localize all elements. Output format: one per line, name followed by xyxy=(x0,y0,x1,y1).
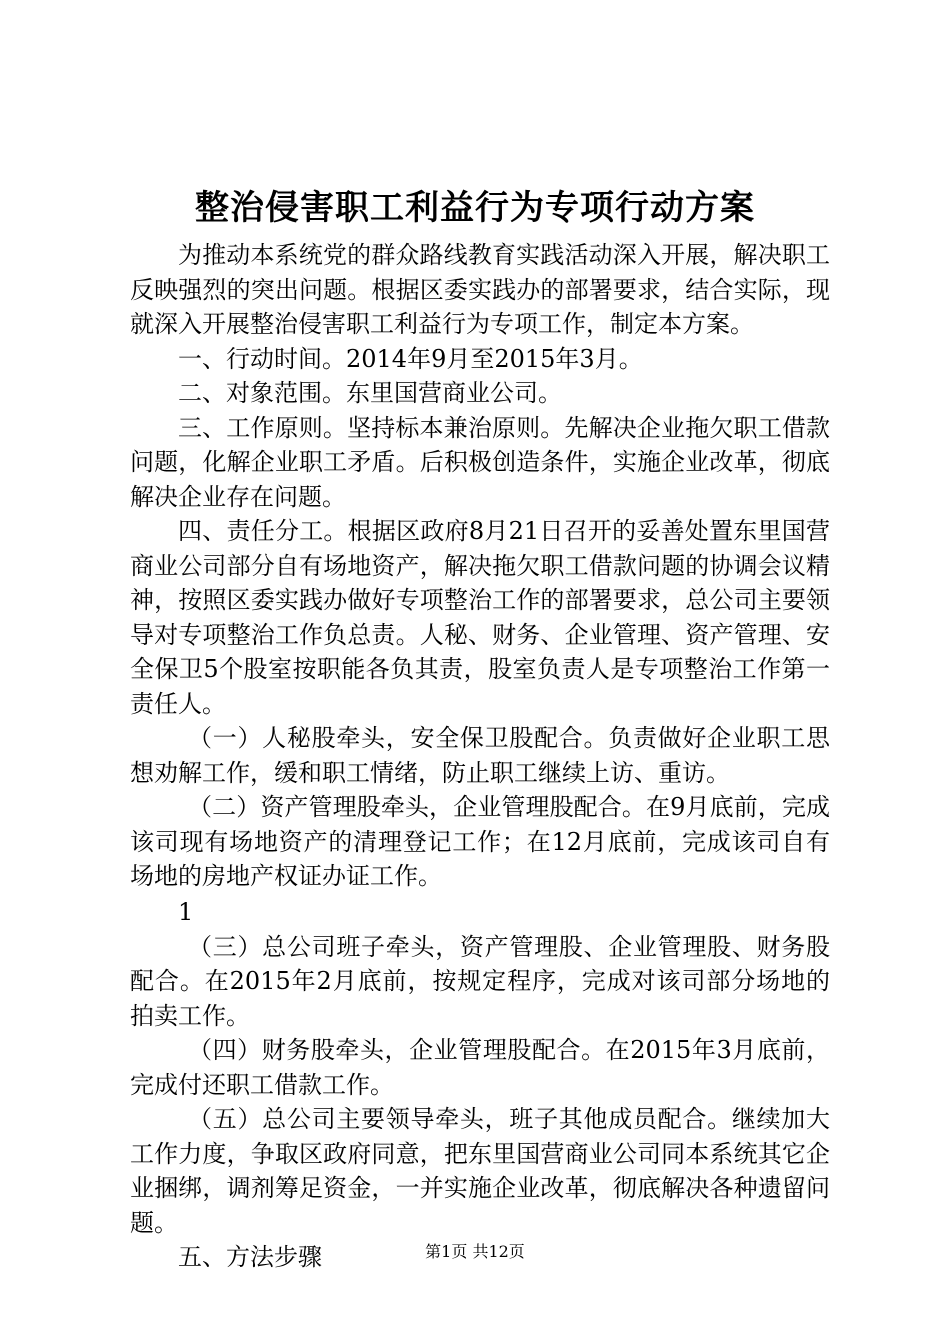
intro-paragraph: 为推动本系统党的群众路线教育实践活动深入开展，解决职工反映强烈的突出问题。根据区委实践办的部署要求，结合实际，现就深入开展整治侵害职工利益行为专项工作，制定本方案。 xyxy=(130,241,830,338)
document-body xyxy=(130,238,830,1275)
subsection-5: （五）总公司主要领导牵头，班子其他成员配合。继续加大工作力度，争取区政府同意，把东里国营商业公司同本系统其它企业捆绑，调剂筹足资金，一并实施企业改革，彻底解决各种遗留问题。 xyxy=(130,1105,830,1237)
section-responsibility: 四、责任分工。根据区政府8月21日召开的妥善处置东里国营商业公司部分自有场地资产，解决拖欠职工借款问题的协调会议精神，按照区委实践办做好专项整治工作的部署要求，总公司主要领导对专项整治工作负总责。人秘、财务、企业管理、资产管理、安全保卫5个股室按职能各负其责，股室负责人是专项整治工作第一责任人。 xyxy=(130,517,830,718)
subsection-3: （三）总公司班子牵头，资产管理股、企业管理股、财务股配合。在2015年2月底前，按规定程序，完成对该司部分场地的拍卖工作。 xyxy=(130,932,830,1030)
page-footer: 第1页 共12页 xyxy=(425,1242,525,1261)
document-title: 整治侵害职工利益行为专项行动方案 xyxy=(195,188,755,228)
subsection-2: （二）资产管理股牵头，企业管理股配合。在9月底前，完成该司现有场地资产的清理登记工作；在12月底前，完成该司自有场地的房地产权证办证工作。 xyxy=(130,793,830,890)
section-method-steps: 五、方法步骤 xyxy=(178,1243,322,1271)
section-target-scope: 二、对象范围。东里国营商业公司。 xyxy=(178,379,562,407)
section-action-time: 一、行动时间。2014年9月至2015年3月。 xyxy=(178,344,643,373)
subsection-1: （一）人秘股牵头，安全保卫股配合。负责做好企业职工思想劝解工作，缓和职工情绪，防止职工继续上访、重访。 xyxy=(130,724,830,787)
section-work-principle: 三、工作原则。坚持标本兼治原则。先解决企业拖欠职工借款问题，化解企业职工矛盾。后积极创造条件，实施企业改革，彻底解决企业存在问题。 xyxy=(130,413,830,511)
inline-page-number: 1 xyxy=(178,897,194,926)
subsection-4: （四）财务股牵头，企业管理股配合。在2015年3月底前，完成付还职工借款工作。 xyxy=(130,1036,830,1099)
